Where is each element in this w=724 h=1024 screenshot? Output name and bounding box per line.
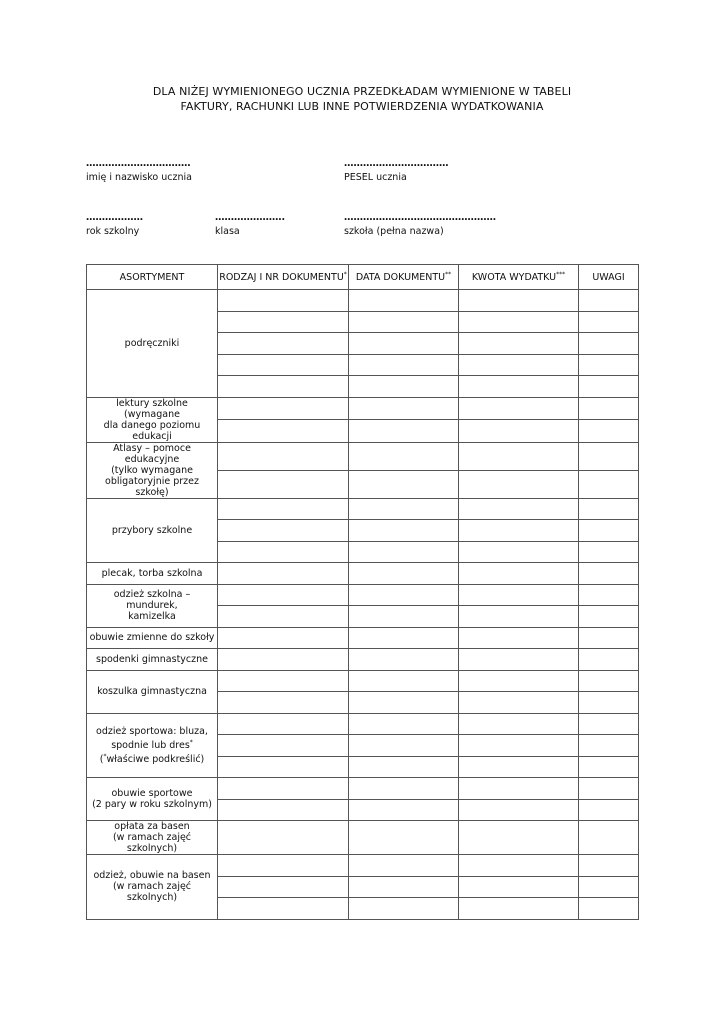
input-cell[interactable] [579, 311, 639, 333]
school-year-field[interactable] [86, 212, 143, 238]
input-cell[interactable] [349, 713, 459, 735]
class-dots: …………………. [215, 212, 286, 223]
pesel-field[interactable] [344, 158, 449, 184]
input-cell[interactable] [218, 442, 349, 470]
input-cell[interactable] [349, 311, 459, 333]
input-cell[interactable] [579, 376, 639, 398]
input-cell[interactable] [459, 606, 579, 628]
title-line-1: DLA NIŻEJ WYMIENIONEGO UCZNIA PRZEDKŁADAM WYMIENIONE W TABELI [152, 85, 572, 98]
input-cell[interactable] [349, 470, 459, 498]
input-cell[interactable] [218, 821, 349, 855]
input-cell[interactable] [349, 756, 459, 778]
school-name-field[interactable] [344, 212, 496, 238]
table-row [87, 397, 639, 420]
input-cell[interactable] [349, 855, 459, 877]
input-cell[interactable] [459, 778, 579, 800]
input-cell[interactable] [218, 735, 349, 757]
input-cell[interactable] [459, 470, 579, 498]
input-cell[interactable] [579, 541, 639, 563]
input-cell[interactable] [349, 563, 459, 585]
input-cell[interactable] [218, 627, 349, 649]
school-name-label: szkoła (pełna nazwa) [344, 226, 444, 237]
input-cell[interactable] [218, 649, 349, 671]
input-cell[interactable] [579, 898, 639, 920]
category-przybory: przybory szkolne [87, 498, 218, 563]
input-cell[interactable] [218, 376, 349, 398]
category-obuwie-sportowe: obuwie sportowe (2 pary w roku szkolnym) [87, 778, 218, 821]
input-cell[interactable] [579, 756, 639, 778]
table-row [87, 778, 639, 800]
input-cell[interactable] [349, 420, 459, 443]
header-asortyment: ASORTYMENT [87, 265, 218, 290]
input-cell[interactable] [579, 606, 639, 628]
category-spodenki: spodenki gimnastyczne [87, 649, 218, 671]
table-row [87, 498, 639, 520]
input-cell[interactable] [349, 649, 459, 671]
category-odziez-szkolna: odzież szkolna – mundurek, kamizelka [87, 584, 218, 627]
header-kwota: KWOTA WYDATKU*** [459, 265, 579, 290]
input-cell[interactable] [349, 397, 459, 420]
input-cell[interactable] [459, 670, 579, 692]
input-cell[interactable] [218, 333, 349, 355]
input-cell[interactable] [349, 520, 459, 542]
input-cell[interactable] [579, 692, 639, 714]
input-cell[interactable] [218, 799, 349, 821]
input-cell[interactable] [218, 290, 349, 312]
input-cell[interactable] [459, 756, 579, 778]
input-cell[interactable] [218, 397, 349, 420]
input-cell[interactable] [459, 520, 579, 542]
student-name-field[interactable] [86, 158, 192, 184]
category-podreczniki: podręczniki [87, 290, 218, 398]
pesel-dots: …………………………… [344, 158, 449, 169]
input-cell[interactable] [579, 520, 639, 542]
input-cell[interactable] [459, 333, 579, 355]
expense-table [86, 264, 639, 920]
input-cell[interactable] [459, 876, 579, 898]
input-cell[interactable] [579, 735, 639, 757]
input-cell[interactable] [579, 876, 639, 898]
title-line-2: FAKTURY, RACHUNKI LUB INNE POTWIERDZENIA WYDATKOWANIA [180, 100, 544, 113]
input-cell[interactable] [218, 606, 349, 628]
input-cell[interactable] [579, 855, 639, 877]
class-label: klasa [215, 226, 240, 237]
category-oplata-basen: opłata za basen (w ramach zajęć szkolnych) [87, 821, 218, 855]
input-cell[interactable] [459, 442, 579, 470]
input-cell[interactable] [459, 563, 579, 585]
student-name-dots: …………………………… [86, 158, 191, 169]
input-cell[interactable] [349, 606, 459, 628]
input-cell[interactable] [579, 713, 639, 735]
input-cell[interactable] [579, 627, 639, 649]
table-row [87, 442, 639, 470]
table-row [87, 713, 639, 735]
input-cell[interactable] [349, 333, 459, 355]
input-cell[interactable] [459, 397, 579, 420]
input-cell[interactable] [579, 420, 639, 443]
category-lektury: lektury szkolne (wymagane dla danego poziomu edukacji [87, 397, 218, 442]
input-cell[interactable] [349, 670, 459, 692]
input-cell[interactable] [349, 541, 459, 563]
input-cell[interactable] [579, 563, 639, 585]
input-cell[interactable] [579, 778, 639, 800]
input-cell[interactable] [579, 290, 639, 312]
input-cell[interactable] [459, 311, 579, 333]
header-data: DATA DOKUMENTU** [349, 265, 459, 290]
input-cell[interactable] [349, 692, 459, 714]
category-odziez-basen: odzież, obuwie na basen (w ramach zajęć szkolnych) [87, 855, 218, 920]
category-plecak: plecak, torba szkolna [87, 563, 218, 585]
input-cell[interactable] [218, 855, 349, 877]
input-cell[interactable] [218, 354, 349, 376]
input-cell[interactable] [349, 376, 459, 398]
input-cell[interactable] [459, 898, 579, 920]
input-cell[interactable] [459, 649, 579, 671]
input-cell[interactable] [459, 584, 579, 606]
input-cell[interactable] [218, 778, 349, 800]
input-cell[interactable] [579, 333, 639, 355]
input-cell[interactable] [349, 354, 459, 376]
input-cell[interactable] [459, 821, 579, 855]
input-cell[interactable] [218, 713, 349, 735]
input-cell[interactable] [459, 420, 579, 443]
input-cell[interactable] [459, 354, 579, 376]
school-name-dots: ………………………………………… [344, 212, 496, 223]
table-header-row [87, 265, 639, 290]
pesel-label: PESEL ucznia [344, 172, 407, 183]
input-cell[interactable] [349, 627, 459, 649]
header-uwagi: UWAGI [579, 265, 639, 290]
class-field[interactable] [215, 212, 285, 238]
input-cell[interactable] [349, 821, 459, 855]
table-row [87, 670, 639, 692]
document-title [0, 84, 724, 114]
input-cell[interactable] [349, 290, 459, 312]
input-cell[interactable] [218, 584, 349, 606]
input-cell[interactable] [349, 498, 459, 520]
input-cell[interactable] [579, 799, 639, 821]
input-cell[interactable] [459, 627, 579, 649]
input-cell[interactable] [349, 799, 459, 821]
input-cell[interactable] [218, 756, 349, 778]
input-cell[interactable] [459, 713, 579, 735]
input-cell[interactable] [579, 354, 639, 376]
table-row [87, 821, 639, 855]
input-cell[interactable] [459, 290, 579, 312]
input-cell[interactable] [459, 855, 579, 877]
input-cell[interactable] [349, 876, 459, 898]
input-cell[interactable] [579, 397, 639, 420]
header-rodzaj: RODZAJ I NR DOKUMENTU* [218, 265, 349, 290]
input-cell[interactable] [218, 541, 349, 563]
school-year-dots: ……………… [86, 212, 143, 223]
input-cell[interactable] [218, 670, 349, 692]
input-cell[interactable] [218, 311, 349, 333]
input-cell[interactable] [218, 876, 349, 898]
table-row [87, 290, 639, 312]
input-cell[interactable] [218, 470, 349, 498]
input-cell[interactable] [459, 799, 579, 821]
input-cell[interactable] [579, 498, 639, 520]
input-cell[interactable] [579, 442, 639, 470]
input-cell[interactable] [349, 898, 459, 920]
table-row [87, 855, 639, 877]
input-cell[interactable] [459, 692, 579, 714]
input-cell[interactable] [579, 584, 639, 606]
input-cell[interactable] [218, 420, 349, 443]
category-atlasy: Atlasy – pomoce edukacyjne (tylko wymagane obligatoryjnie przez szkołę) [87, 442, 218, 498]
category-odziez-sportowa: odzież sportowa: bluza, spodnie lub dres* (*właściwe podkreślić) [87, 713, 218, 778]
table-row [87, 627, 639, 649]
input-cell[interactable] [459, 376, 579, 398]
table-row [87, 649, 639, 671]
input-cell[interactable] [218, 520, 349, 542]
student-name-label: imię i nazwisko ucznia [86, 172, 192, 183]
input-cell[interactable] [349, 442, 459, 470]
input-cell[interactable] [349, 735, 459, 757]
input-cell[interactable] [459, 735, 579, 757]
school-year-label: rok szkolny [86, 226, 140, 237]
input-cell[interactable] [349, 778, 459, 800]
input-cell[interactable] [349, 584, 459, 606]
input-cell[interactable] [579, 821, 639, 855]
input-cell[interactable] [459, 498, 579, 520]
table-row [87, 563, 639, 585]
category-obuwie-zmienne: obuwie zmienne do szkoły [87, 627, 218, 649]
table-row [87, 584, 639, 606]
input-cell[interactable] [579, 470, 639, 498]
input-cell[interactable] [579, 670, 639, 692]
input-cell[interactable] [218, 498, 349, 520]
input-cell[interactable] [218, 898, 349, 920]
category-koszulka: koszulka gimnastyczna [87, 670, 218, 713]
input-cell[interactable] [459, 541, 579, 563]
input-cell[interactable] [579, 649, 639, 671]
input-cell[interactable] [218, 563, 349, 585]
input-cell[interactable] [218, 692, 349, 714]
